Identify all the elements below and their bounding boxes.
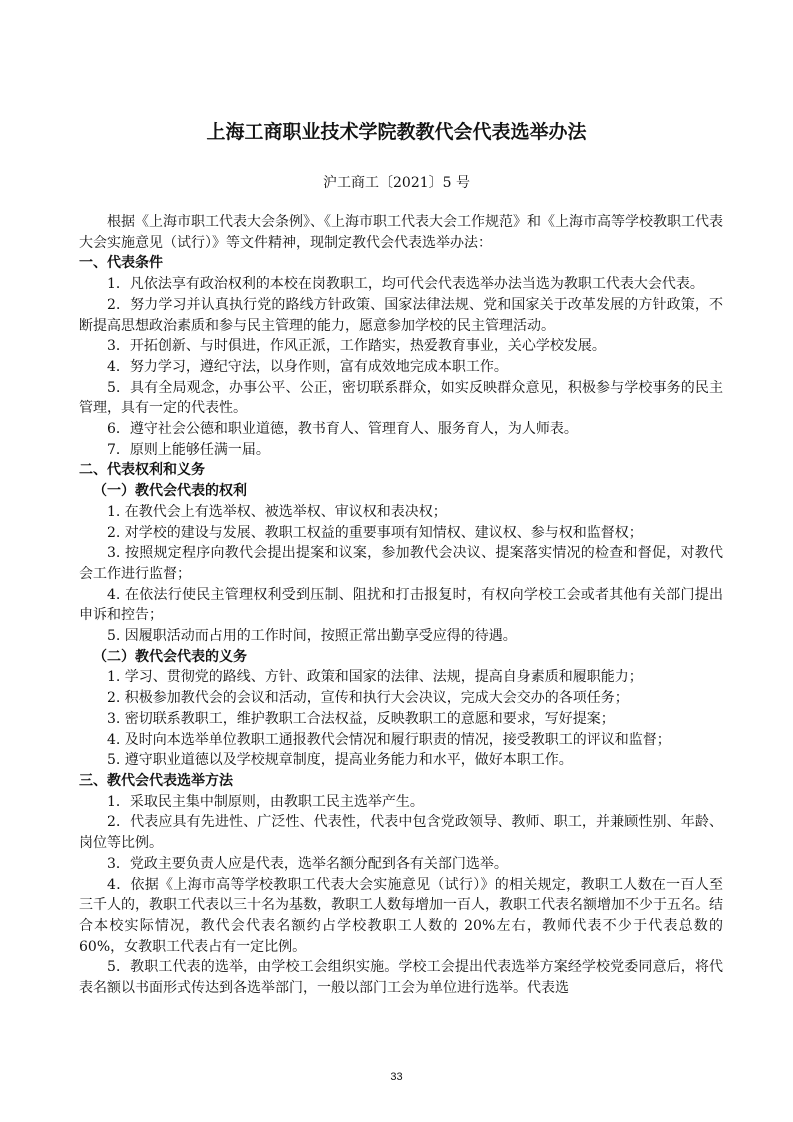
list-item: 5. 遵守职业道德以及学校规章制度，提高业务能力和水平，做好本职工作。 [107,752,573,769]
subsection-heading: （一）教代会代表的权利 [93,483,247,500]
intro-paragraph: 根据《上海市职工代表大会条例》、《上海市职工代表大会工作规范》和《上海市高等学校教职工代表大会实施意见（试行）》等文件精神，现制定教代会代表选举办法： [79,214,723,251]
document-number: 沪工商工〔2021〕5 号 [323,175,470,191]
list-item: 5．具有全局观念，办事公平、公正，密切联系群众，如实反映群众意见，积极参与学校事务的民主管理，具有一定的代表性。 [79,379,723,417]
list-item: 1. 在教代会上有选举权、被选举权、审议权和表决权； [107,503,447,520]
list-item: 2. 对学校的建设与发展、教职工权益的重要事项有知情权、建议权、参与权和监督权； [107,524,643,541]
page-number: 33 [390,1071,403,1083]
list-item: 1. 学习、贯彻党的路线、方针、政策和国家的法律、法规，提高自身素质和履职能力； [107,669,643,686]
list-item: 5. 因履职活动而占用的工作时间，按照正常出勤享受应得的待遇。 [107,628,517,645]
subsection-heading: （二）教代会代表的义务 [93,648,247,665]
document-title: 上海工商职业技术学院教教代会代表选举办法 [206,121,587,143]
list-item: 4．努力学习，遵纪守法，以身作则，富有成效地完成本职工作。 [107,358,508,375]
list-item: 2．代表应具有先进性、广泛性、代表性，代表中包含党政领导、教师、职工，并兼顾性别、年龄、岗位等比例。 [79,814,723,852]
section-heading: 二、代表权利和义务 [79,462,205,479]
section-heading: 一、代表条件 [79,255,163,272]
list-item: 3. 密切联系教职工，维护教职工合法权益，反映教职工的意愿和要求，写好提案； [107,710,615,727]
list-item: 4. 及时向本选举单位教职工通报教代会情况和履行职责的情况，接受教职工的评议和监督； [107,731,671,748]
list-item: 4．依据《上海市高等学校教职工代表大会实施意见（试行）》的相关规定，教职工人数在一百人至三千人的，教职工代表以三十名为基数，教职工人数每增加一百人，教职工代表名额增加不少于五名。结合本校实际情况，教代会代表名额约占学校教职工人数的 20%左右，教师代表不少于代表总数的 60%，女教职工代表占有一定比例。 [79,876,723,955]
list-item: 2．努力学习并认真执行党的路线方针政策、国家法律法规、党和国家关于改革发展的方针政策，不断提高思想政治素质和参与民主管理的能力，愿意参加学校的民主管理活动。 [79,296,723,334]
list-item: 4. 在依法行使民主管理权利受到压制、阻扰和打击报复时，有权向学校工会或者其他有关部门提出申诉和控告； [79,586,723,624]
list-item: 1．凡依法享有政治权利的本校在岗教职工，均可代会代表选举办法当选为教职工代表大会代表。 [107,276,704,293]
list-item: 6．遵守社会公德和职业道德，教书育人、管理育人、服务育人，为人师表。 [107,421,578,438]
section-heading: 三、教代会代表选举方法 [79,772,233,789]
list-item: 5．教职工代表的选举，由学校工会组织实施。学校工会提出代表选举方案经学校党委同意后，将代表名额以书面形式传达到各选举部门，一般以部门工会为单位进行选举。代表选 [79,959,723,997]
list-item: 2. 积极参加教代会的会议和活动，宣传和执行大会决议，完成大会交办的各项任务； [107,690,629,707]
list-item: 3．开拓创新、与时俱进，作风正派，工作踏实，热爱教育事业，关心学校发展。 [107,338,606,355]
list-item: 7．原则上能够任满一届。 [107,441,270,458]
list-item: 3. 按照规定程序向教代会提出提案和议案，参加教代会决议、提案落实情况的检查和督促，对教代会工作进行监督； [79,545,723,582]
document-body [79,212,723,999]
list-item: 1．采取民主集中制原则，由教职工民主选举产生。 [107,793,424,810]
list-item: 3．党政主要负责人应是代表，选举名额分配到各有关部门选举。 [107,855,508,872]
